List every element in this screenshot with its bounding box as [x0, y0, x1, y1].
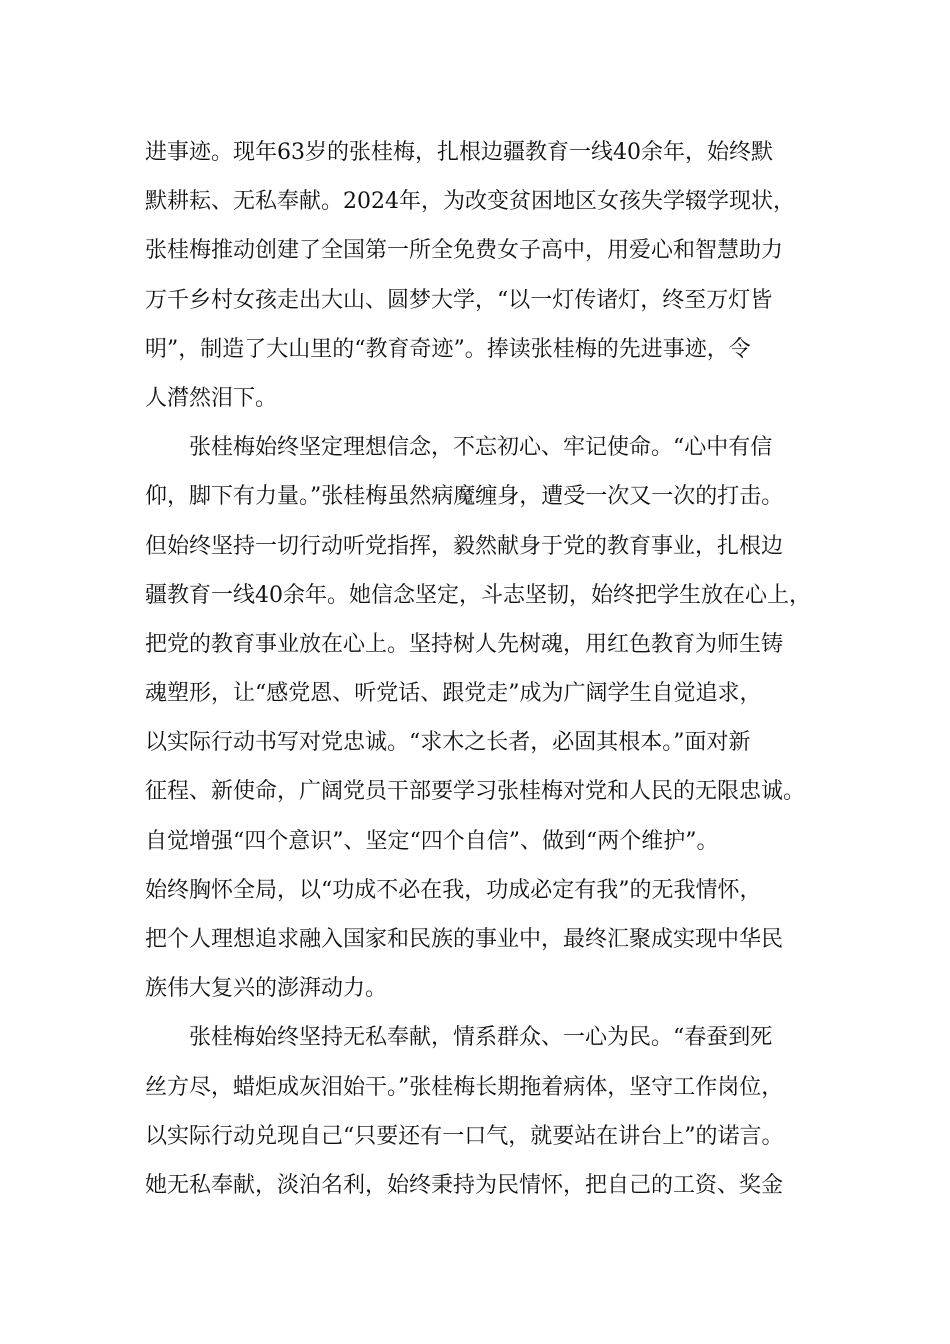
text-line: 把党的教育事业放在心上。坚持树人先树魂，用红色教育为师生铸 — [145, 631, 784, 657]
text-line: 丝方尽，蜡炬成灰泪始干。”张桂梅长期拖着病体，坚守工作岗位， — [145, 1074, 784, 1100]
text-line: 自觉增强“四个意识”、坚定“四个自信”、做到“两个维护”。 — [145, 828, 719, 854]
paragraph-2 — [145, 423, 825, 1013]
text-line: 张桂梅推动创建了全国第一所全免费女子高中，用爱心和智慧助力 — [145, 238, 784, 264]
text-line: 魂塑形，让“感党恩、听党话、跟党走”成为广阔学生自觉追求， — [145, 681, 762, 707]
text-line: 把个人理想追求融入国家和民族的事业中，最终汇聚成实现中华民 — [145, 927, 784, 952]
text-line: 征程、新使命，广阔党员干部要学习张桂梅对党和人民的无限忠诚。 — [145, 779, 806, 805]
text-line: 她无私奉献，淡泊名利，始终秉持为民情怀，把自己的工资、奖金 — [145, 1172, 784, 1198]
text-line: 张桂梅始终坚定理想信念，不忘初心、牢记使命。“心中有信 — [189, 435, 773, 461]
text-line: 始终胸怀全局，以“功成不必在我，功成必定有我”的无我情怀， — [145, 877, 762, 903]
text-line: 明”，制造了大山里的“教育奇迹”。捧读张桂梅的先进事迹，令 — [145, 336, 751, 362]
text-line: 仰，脚下有力量。”张桂梅虽然病魔缠身，遭受一次又一次的打击。 — [145, 484, 784, 510]
text-line: 万千乡村女孩走出大山、圆梦大学，“以一灯传诸灯，终至万灯皆 — [145, 287, 773, 313]
article-body — [145, 128, 825, 1210]
text-line: 张桂梅始终坚持无私奉献，情系群众、一心为民。“春蚕到死 — [189, 1025, 773, 1051]
text-line: 进事迹。现年63岁的张桂梅，扎根边疆教育一线40余年，始终默 — [145, 140, 773, 165]
text-line: 族伟大复兴的澎湃动力。 — [145, 976, 388, 1002]
text-line: 人潸然泪下。 — [145, 385, 278, 411]
text-line: 但始终坚持一切行动听党指挥，毅然献身于党的教育事业，扎根边 — [145, 533, 784, 559]
paragraph-1 — [145, 128, 825, 423]
text-line: 以实际行动书写对党忠诚。“求木之长者，必固其根本。”面对新 — [145, 730, 751, 756]
text-line: 默耕耘、无私奉献。2024年，为改变贫困地区女孩失学辍学现状， — [145, 189, 795, 215]
paragraph-3 — [145, 1013, 825, 1210]
text-line: 疆教育一线40余年。她信念坚定，斗志坚韧，始终把学生放在心上， — [145, 582, 811, 608]
text-line: 以实际行动兑现自己“只要还有一口气，就要站在讲台上”的诺言。 — [145, 1123, 784, 1149]
